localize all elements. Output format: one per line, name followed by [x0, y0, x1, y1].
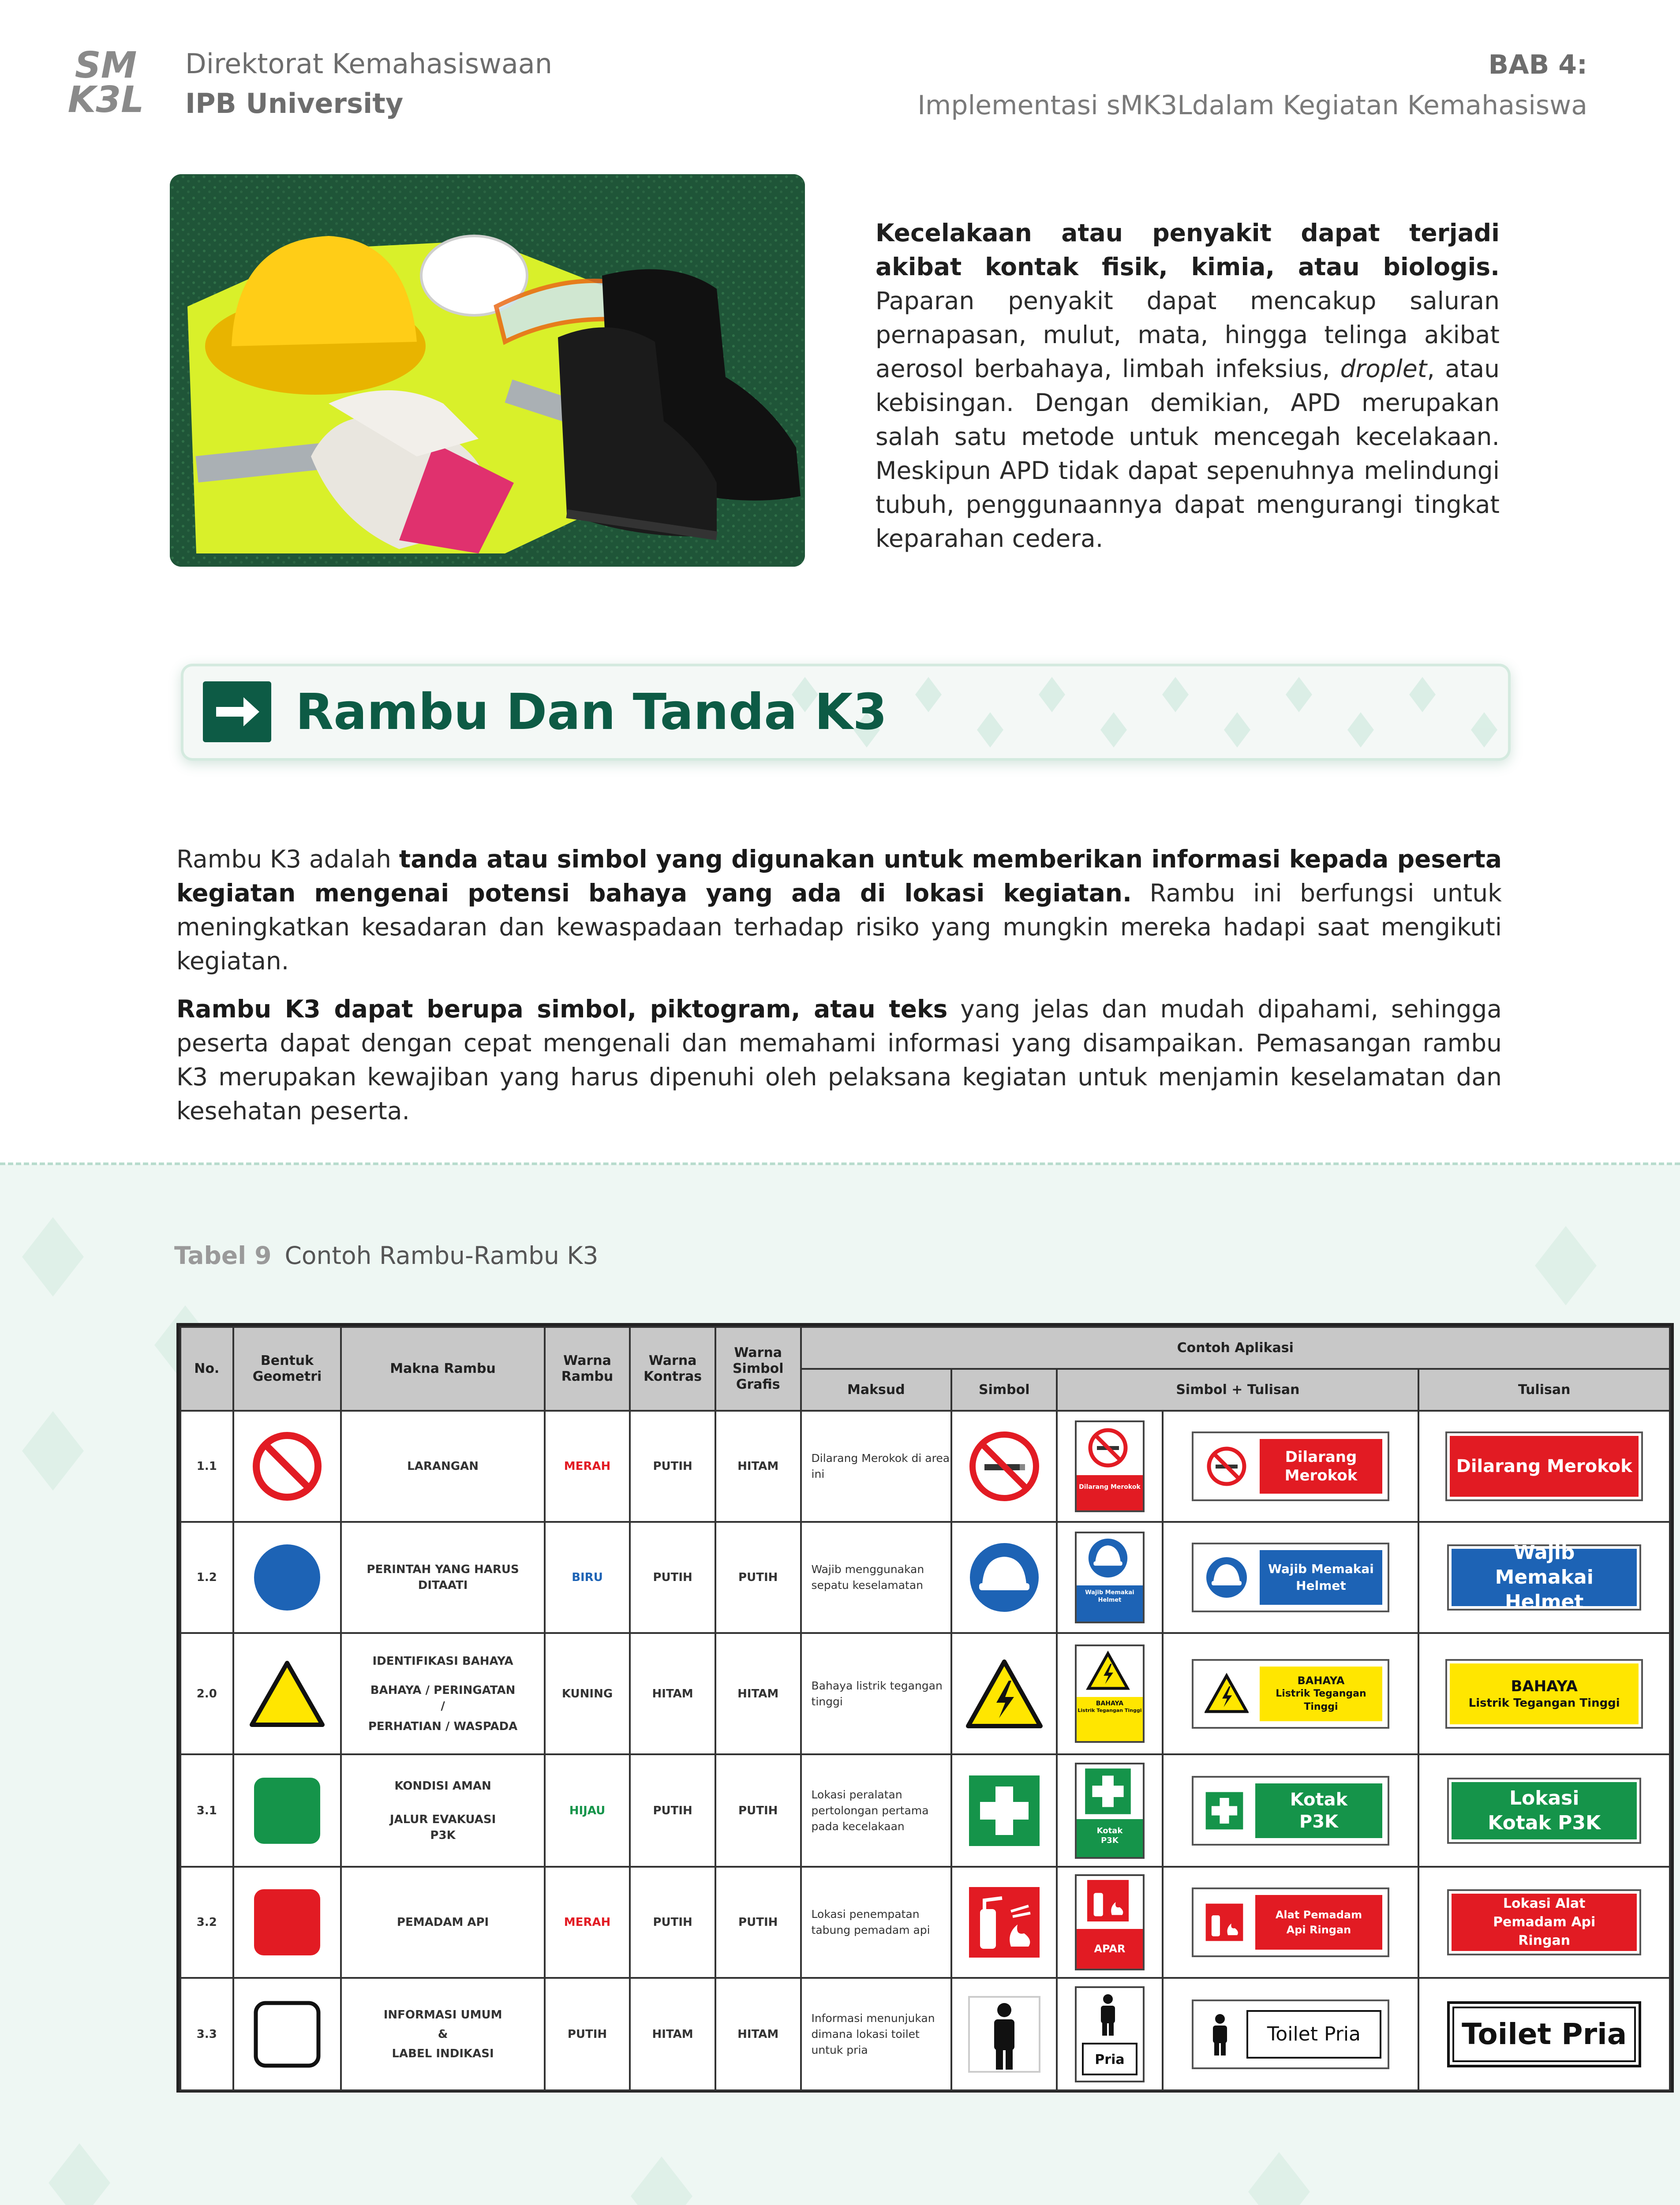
- section-divider: [0, 1162, 1680, 1165]
- helmet-combo-sign: Wajib Memakai Helmet: [1192, 1543, 1389, 1612]
- sign-text-cell: [1418, 1978, 1670, 2090]
- row-warna-simbol: PUTIH: [715, 1754, 801, 1867]
- para1-text1: Rambu K3 adalah: [176, 845, 399, 873]
- row-warna-simbol: HITAM: [715, 1978, 801, 2090]
- row-maksud: Wajib menggunakan sepatu keselamatan: [801, 1522, 952, 1633]
- sign-combo-cell: [1163, 1867, 1419, 1978]
- chapter-title: Implementasi sMK3Ldalam Kegiatan Kemahasiswa: [917, 90, 1587, 121]
- male-toilet-text-sign: Toilet Pria: [1447, 2001, 1641, 2067]
- sign-text-cell: [1418, 1522, 1670, 1633]
- header-org-line2: IPB University: [185, 87, 404, 120]
- row-maksud: Informasi menunjukan dimana lokasi toilet untuk pria: [801, 1978, 952, 2090]
- row-no: 3.3: [180, 1978, 233, 2090]
- no-smoking-text-sign: Dilarang Merokok: [1445, 1431, 1643, 1501]
- shape-square-fire: [233, 1867, 341, 1978]
- helmet-icon: [951, 1522, 1057, 1633]
- header-makna: Makna Rambu: [341, 1327, 544, 1411]
- sign-combo-cell: [1163, 1633, 1419, 1754]
- row-maksud: Bahaya listrik tegangan tinggi: [801, 1633, 952, 1754]
- ppe-equipment-photo: [170, 174, 805, 567]
- para1-text2: Rambu ini berfungsi untuk meningkatkan kesadaran dan kewaspadaan terhadap risiko yang mungkin mereka hadapi saat mengikuti kegiatan.: [176, 879, 1502, 975]
- high-voltage-text-sign: BAHAYA Listrik Tegangan Tinggi: [1445, 1659, 1643, 1729]
- male-toilet-combo-sign: Toilet Pria: [1192, 1999, 1389, 2069]
- chapter-number: BAB 4:: [1488, 49, 1587, 80]
- shape-circle-prohibition: [233, 1411, 341, 1522]
- high-voltage-small-sign: BAHAYA Listrik Tegangan Tinggi: [1075, 1644, 1145, 1743]
- male-toilet-icon: [951, 1978, 1057, 2090]
- no-smoking-icon: [951, 1411, 1057, 1522]
- shape-circle-mandatory: [233, 1522, 341, 1633]
- header-maksud: Maksud: [801, 1369, 952, 1411]
- row-warna-kontras: HITAM: [630, 1633, 715, 1754]
- rambu-form-paragraph: [176, 992, 1502, 1128]
- sign-small-cell: [1057, 1411, 1162, 1522]
- table-row: [180, 1411, 1670, 1522]
- table-row: [180, 1978, 1670, 2090]
- fire-extinguisher-text-sign: Lokasi Alat Pemadam Api Ringan: [1447, 1889, 1641, 1955]
- sign-text-cell: [1418, 1867, 1670, 1978]
- high-voltage-icon: [951, 1633, 1057, 1754]
- table-caption: [174, 1241, 598, 1270]
- row-makna: INFORMASI UMUM & LABEL INDIKASI: [341, 1978, 544, 2090]
- shape-square-safe: [233, 1754, 341, 1867]
- row-warna-kontras: PUTIH: [630, 1754, 715, 1867]
- shape-triangle-warning: [233, 1633, 341, 1754]
- row-warna-kontras: HITAM: [630, 1978, 715, 2090]
- intro-text1: Paparan penyakit dapat mencakup saluran pernapasan, mulut, mata, hingga telinga akibat aerosol berbahaya, limbah infeksius,: [876, 287, 1500, 383]
- row-warna-simbol: PUTIH: [715, 1867, 801, 1978]
- table-caption-text: Contoh Rambu-Rambu K3: [284, 1241, 599, 1270]
- row-warna-rambu: BIRU: [545, 1522, 630, 1633]
- intro-text2: , atau kebisingan. Dengan demikian, APD merupakan salah satu metode untuk mencegah kecelakaan. Meskipun APD tidak dapat sepenuhnya melindungi tubuh, penggunaannya dapat mengurangi tingkat keparahan cedera.: [876, 355, 1500, 553]
- helmet-text-sign: Wajib Memakai Helmet: [1447, 1544, 1641, 1611]
- row-makna: LARANGAN: [341, 1411, 544, 1522]
- para2-bold: Rambu K3 dapat berupa simbol, piktogram, atau teks: [176, 995, 948, 1023]
- table-row: [180, 1867, 1670, 1978]
- sign-small-cell: [1057, 1867, 1162, 1978]
- intro-italic: droplet: [1340, 355, 1427, 383]
- row-no: 2.0: [180, 1633, 233, 1754]
- sign-text-cell: [1418, 1411, 1670, 1522]
- sign-combo-cell: [1163, 1754, 1419, 1867]
- row-maksud: Lokasi penempatan tabung pemadam api: [801, 1867, 952, 1978]
- fire-extinguisher-icon: [951, 1867, 1057, 1978]
- row-warna-simbol: HITAM: [715, 1411, 801, 1522]
- header-tulisan: Tulisan: [1418, 1369, 1670, 1411]
- safety-signs-table: [176, 1323, 1674, 2093]
- table-row: [180, 1522, 1670, 1633]
- row-warna-rambu: MERAH: [545, 1411, 630, 1522]
- row-warna-rambu: KUNING: [545, 1633, 630, 1754]
- row-warna-kontras: PUTIH: [630, 1411, 715, 1522]
- row-makna: PEMADAM API: [341, 1867, 544, 1978]
- male-toilet-small-sign: Pria: [1075, 1986, 1145, 2082]
- header-contoh: Contoh Aplikasi: [801, 1327, 1670, 1369]
- sign-small-cell: [1057, 1633, 1162, 1754]
- arrow-right-icon: [203, 681, 271, 742]
- row-maksud: Dilarang Merokok di area ini: [801, 1411, 952, 1522]
- row-warna-rambu: PUTIH: [545, 1978, 630, 2090]
- row-makna: IDENTIFIKASI BAHAYA BAHAYA / PERINGATAN / PERHATIAN / WASPADA: [341, 1633, 544, 1754]
- sign-combo-cell: [1163, 1522, 1419, 1633]
- row-no: 3.2: [180, 1867, 233, 1978]
- first-aid-combo-sign: Kotak P3K: [1192, 1776, 1389, 1846]
- sign-combo-cell: [1163, 1411, 1419, 1522]
- first-aid-icon: [951, 1754, 1057, 1867]
- ppe-illustration: [170, 174, 805, 567]
- sign-combo-cell: [1163, 1978, 1419, 2090]
- fire-extinguisher-combo-sign: Alat Pemadam Api Ringan: [1192, 1887, 1389, 1957]
- sign-text-cell: [1418, 1633, 1670, 1754]
- para2-text: yang jelas dan mudah dipahami, sehingga peserta dapat dengan cepat mengenali dan memahami informasi yang disampaikan. Pemasangan rambu K3 merupakan kewajiban yang harus dipenuhi oleh pelaksana kegiatan untuk menjamin keselamatan dan kesehatan peserta.: [176, 995, 1502, 1125]
- rambu-definition-paragraph: [176, 842, 1502, 978]
- table-caption-label: Tabel 9: [174, 1241, 272, 1270]
- row-warna-rambu: HIJAU: [545, 1754, 630, 1867]
- row-maksud: Lokasi peralatan pertolongan pertama pada kecelakaan: [801, 1754, 952, 1867]
- no-smoking-small-sign: Dilarang Merokok: [1075, 1420, 1145, 1512]
- header-simbol-tulisan: Simbol + Tulisan: [1057, 1369, 1418, 1411]
- header-no: No.: [180, 1327, 233, 1411]
- ppe-intro-paragraph: [876, 216, 1500, 556]
- table-row: [180, 1633, 1670, 1754]
- header-warna-kontras: Warna Kontras: [630, 1327, 715, 1411]
- row-no: 1.2: [180, 1522, 233, 1633]
- row-no: 1.1: [180, 1411, 233, 1522]
- header-bentuk: Bentuk Geometri: [233, 1327, 341, 1411]
- fire-extinguisher-small-sign: APAR: [1075, 1874, 1145, 1970]
- row-warna-simbol: HITAM: [715, 1633, 801, 1754]
- header-org-line1: Direktorat Kemahasiswaan: [185, 48, 553, 80]
- header-warna-simbol: Warna Simbol Grafis: [715, 1327, 801, 1411]
- smk3l-logo: SM K3L: [67, 45, 144, 121]
- shape-square-info: [233, 1978, 341, 2090]
- table-row: [180, 1754, 1670, 1867]
- first-aid-text-sign: Lokasi Kotak P3K: [1447, 1778, 1641, 1844]
- sign-small-cell: [1057, 1978, 1162, 2090]
- header-warna-rambu: Warna Rambu: [545, 1327, 630, 1411]
- row-makna: PERINTAH YANG HARUS DITAATI: [341, 1522, 544, 1633]
- sign-text-cell: [1418, 1754, 1670, 1867]
- row-warna-simbol: PUTIH: [715, 1522, 801, 1633]
- row-warna-kontras: PUTIH: [630, 1522, 715, 1633]
- no-smoking-combo-sign: Dilarang Merokok: [1192, 1431, 1389, 1501]
- para1-bold: tanda atau simbol yang digunakan untuk memberikan informasi kepada peserta kegiatan mengenai potensi bahaya yang ada di lokasi kegiatan.: [176, 845, 1502, 907]
- high-voltage-combo-sign: BAHAYA Listrik Tegangan Tinggi: [1192, 1659, 1389, 1729]
- sign-small-cell: [1057, 1754, 1162, 1867]
- row-no: 3.1: [180, 1754, 233, 1867]
- intro-bold: Kecelakaan atau penyakit dapat terjadi akibat kontak fisik, kimia, atau biologis.: [876, 219, 1500, 281]
- section-title: Rambu Dan Tanda K3: [296, 684, 887, 741]
- header-simbol: Simbol: [951, 1369, 1057, 1411]
- row-makna: KONDISI AMAN JALUR EVAKUASI P3K: [341, 1754, 544, 1867]
- helmet-small-sign: Wajib Memakai Helmet: [1075, 1532, 1145, 1623]
- row-warna-kontras: PUTIH: [630, 1867, 715, 1978]
- first-aid-small-sign: Kotak P3K: [1075, 1763, 1145, 1859]
- sign-small-cell: [1057, 1522, 1162, 1633]
- row-warna-rambu: MERAH: [545, 1867, 630, 1978]
